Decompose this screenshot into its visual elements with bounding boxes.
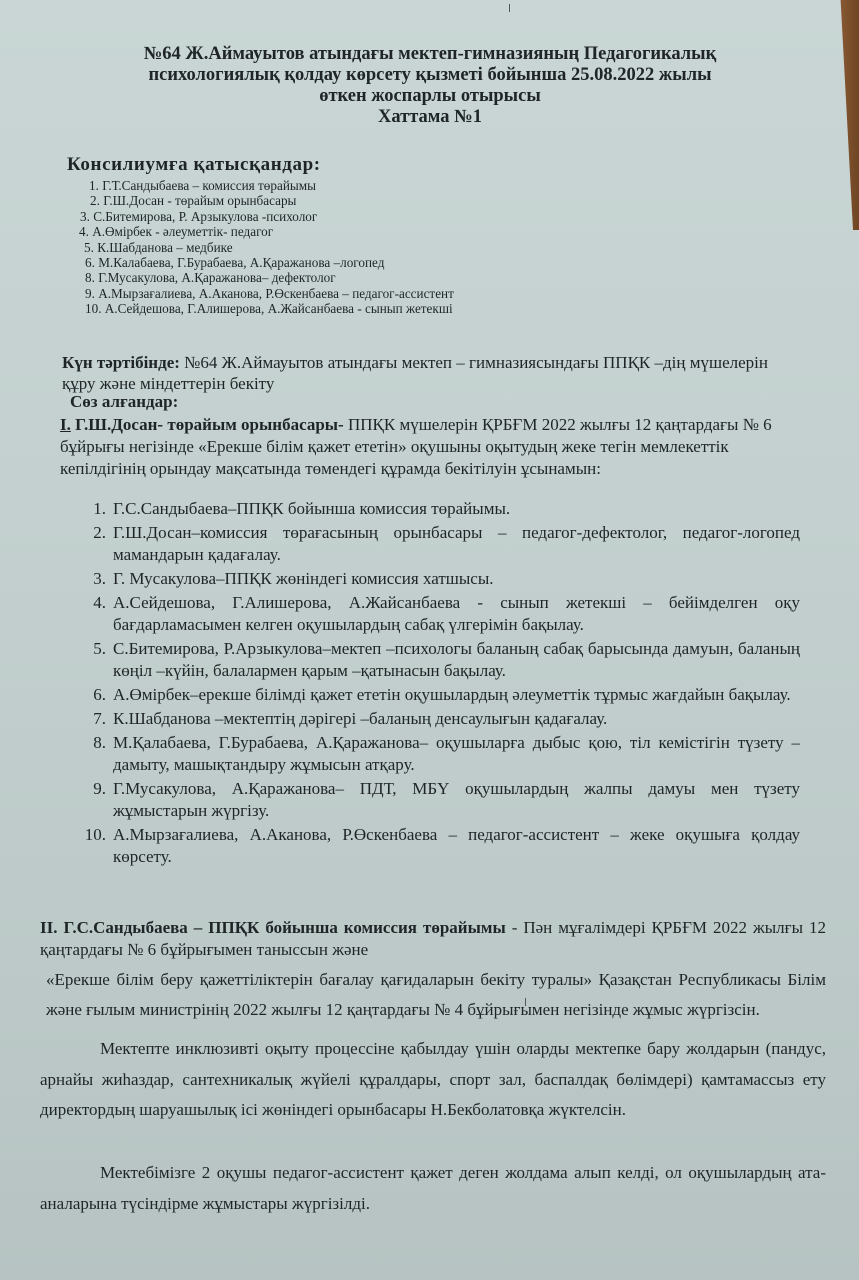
section-2-speaker: II. Г.С.Сандыбаева – ППҚК бойынша комиссия төрайымы xyxy=(40,918,506,937)
item-text: С.Битемирова, Р.Арзыкулова–мектеп –психологы баланың сабақ барысында дамуын, баланың көңіл –күйін, балалармен қарым –қатынасын бақылау. xyxy=(113,639,800,680)
participant-item: 8. Г.Мусакулова, А.Қаражанова– дефектолог xyxy=(85,270,336,286)
committee-item xyxy=(80,778,800,822)
section-1-number: I. xyxy=(60,415,71,434)
committee-item xyxy=(80,568,800,590)
item-number: 2. xyxy=(93,523,106,542)
paragraph-inclusive: Мектепте инклюзивті оқыту процессіне қабылдау үшін оларды мектепке бару жолдарын (пандус, арнайы жиһаздар, сантехникалық жүйелі құралдары, спорт зал, баспалдақ бөлімдері) қамтамассыз ету директордың шаруашылық ісі жөніндегі орынбасары Н.Бекболатовқа жүктелсін. xyxy=(40,1039,826,1119)
item-text: А.Өмірбек–ерекше білімді қажет ететін оқушылардың әлеуметтік тұрмыс жағдайын бақылау. xyxy=(113,685,791,704)
section-2-text-b: «Ерекше білім беру қажеттіліктерін бағалау қағидаларын бекіту туралы» Қазақстан Республикасы Білім және ғылым министрінің 2022 жылғы 12 қаңтардағы № 4 бұйрығымен негізінде жұмыс жүргізсін. xyxy=(46,970,826,1019)
item-number: 9. xyxy=(93,779,106,798)
item-text: М.Қалабаева, Г.Бурабаева, А.Қаражанова– оқушыларға дыбыс қою, тіл кемістігін түзету – дамыту, машықтандыру жұмысын атқару. xyxy=(113,733,800,774)
section-2-text-a: - Пән мұғалімдері ҚРБҒМ 2022 жылғы 12 қаңтардағы № 6 бұйрығымен таныссын және xyxy=(40,918,826,959)
item-number: 8. xyxy=(93,733,106,752)
paragraph-assistant: Мектебімізге 2 оқушы педагог-ассистент қажет деген жолдама алып келді, ол оқушылардың ата-аналарына түсіндірме жұмыстары жүргізілді. xyxy=(40,1163,826,1213)
title-line: №64 Ж.Аймауытов атындағы мектеп-гимназияның Педагогикалық xyxy=(143,44,717,64)
committee-item xyxy=(80,638,800,682)
item-text: А.Сейдешова, Г.Алишерова, А.Жайсанбаева - сынып жетекші – бейімделген оқу бағдарламасымен келген оқушылардың сабақ үлгерімін бақылау. xyxy=(113,593,800,634)
section-2-intro xyxy=(40,917,826,961)
item-number: 7. xyxy=(93,709,106,728)
participant-item: 4. А.Өмірбек - әлеуметтік- педагог xyxy=(79,224,274,240)
participant-item: 5. К.Шабданова – медбике xyxy=(84,239,233,255)
participants-heading: Консилиумға қатысқандар: xyxy=(67,154,321,175)
committee-item xyxy=(80,498,800,520)
item-number: 4. xyxy=(93,593,106,612)
item-number: 5. xyxy=(93,639,106,658)
item-text: Г.С.Сандыбаева–ППҚК бойынша комиссия төрайымы. xyxy=(113,499,511,518)
title-line: психологиялық қолдау көрсету қызметі бойынша 25.08.2022 жылы xyxy=(148,65,712,85)
participants-list xyxy=(80,178,454,317)
item-number: 3. xyxy=(93,569,106,588)
agenda-text: №64 Ж.Аймауытов атындағы мектеп – гимназиясындағы ППҚК –дің мүшелерін құру және міндеттерін бекіту xyxy=(62,353,768,393)
committee-item xyxy=(80,708,800,730)
participant-item: 6. М.Калабаева, Г.Бурабаева, А.Қаражанова –логопед xyxy=(85,255,385,271)
item-text: К.Шабданова –мектептің дәрігері –баланың денсаулығын қадағалау. xyxy=(113,709,608,728)
participant-item: 2. Г.Ш.Досан - төрайым орынбасары xyxy=(90,193,297,209)
agenda xyxy=(62,352,802,394)
item-text: А.Мырзағалиева, А.Аканова, Р.Өскенбаева – педагог-ассистент – жеке оқушыға қолдау көрсету. xyxy=(113,825,800,866)
committee-item xyxy=(80,522,800,566)
committee-list xyxy=(80,498,800,870)
item-text: Г.Мусакулова, А.Қаражанова– ПДТ, МБҮ оқушылардың жалпы дамуы мен түзету жұмыстарын жүргізу. xyxy=(113,779,800,820)
committee-item xyxy=(80,824,800,868)
item-number: 10. xyxy=(84,825,106,844)
section-1-intro xyxy=(60,414,780,480)
paper-mark xyxy=(509,4,510,12)
table-edge xyxy=(839,0,859,230)
section-2 xyxy=(40,917,826,1025)
participant-item: 10. А.Сейдешова, Г.Алишерова, А.Жайсанбаева - сынып жетекші xyxy=(85,301,453,317)
document-title xyxy=(40,44,820,128)
participant-item: 1. Г.Т.Сандыбаева – комиссия төрайымы xyxy=(89,178,316,193)
item-number: 1. xyxy=(93,499,106,518)
committee-item xyxy=(80,732,800,776)
committee-item xyxy=(80,592,800,636)
item-text: Г. Мусакулова–ППҚК жөніндегі комиссия хатшысы. xyxy=(113,569,494,588)
participant-item: 9. А.Мырзағалиева, А.Аканова, Р.Өскенбаева – педагог-ассистент xyxy=(85,285,454,301)
committee-item xyxy=(80,684,800,706)
protocol-number: Хаттама №1 xyxy=(378,107,482,127)
section-1-text: ППҚК мүшелерін ҚРБҒМ 2022 жылғы 12 қаңтардағы № 6 бұйрығы негізінде «Ерекше білім қажет ететін» оқушыны оқытудың жеке тегін мемлекеттік кепілдігінің орындау мақсатында төмендегі құрамда бекітілуін ұсынамын: xyxy=(60,415,772,478)
title-line: өткен жоспарлы отырысы xyxy=(319,86,541,106)
section-1-speaker: Г.Ш.Досан- төрайым орынбасары- xyxy=(70,415,344,434)
speakers-heading: Сөз алғандар: xyxy=(70,392,179,411)
agenda-label: Күн тәртібінде: xyxy=(62,353,180,372)
item-number: 6. xyxy=(93,685,106,704)
item-text: Г.Ш.Досан–комиссия төрағасының орынбасары – педагог-дефектолог, педагог-логопед мамандарын қадағалау. xyxy=(113,523,800,564)
participant-item: 3. С.Битемирова, Р. Арзыкулова -психолог xyxy=(80,208,318,224)
